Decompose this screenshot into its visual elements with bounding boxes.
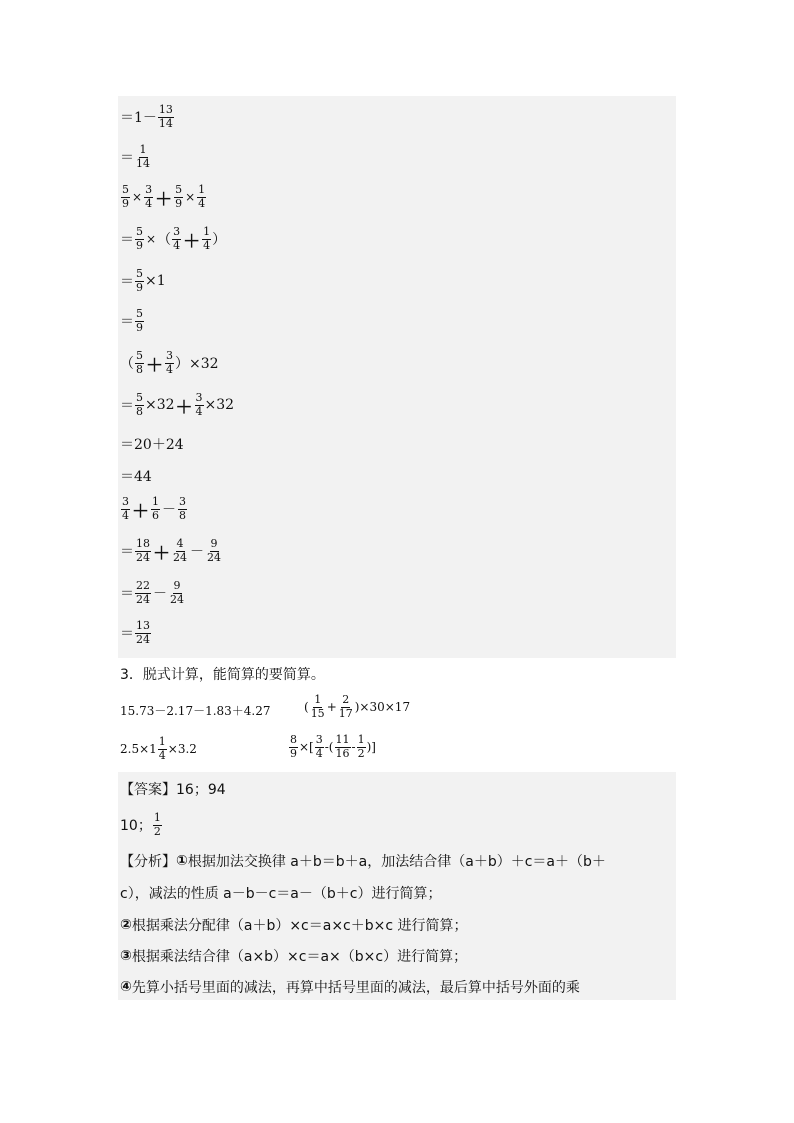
text: )] (366, 740, 376, 755)
denominator: 24 (207, 550, 221, 564)
text: ×32 (204, 397, 235, 414)
text: ×3.2 (167, 742, 197, 757)
plus-sign: ＋ (146, 355, 163, 376)
answer-line1: 【答案】16；94 (120, 782, 226, 798)
plus-sign: ＋ (155, 189, 173, 210)
text: ×[ (299, 740, 314, 755)
calc4-line4 (120, 620, 152, 646)
denominator: 4 (145, 196, 153, 210)
numerator: 5 (136, 391, 143, 404)
numerator: 1 (198, 183, 206, 196)
numerator: 11 (335, 733, 350, 746)
fraction (174, 184, 183, 210)
analysis-label: 【分析】 (120, 854, 176, 870)
calc3-line4 (120, 466, 152, 486)
denominator: 24 (173, 550, 187, 564)
fraction (172, 538, 188, 564)
numerator: 3 (145, 183, 153, 196)
numerator: 5 (136, 307, 143, 320)
denominator: 4 (173, 238, 181, 252)
calc2-line1 (120, 184, 207, 210)
numerator: 1 (314, 693, 322, 706)
analysis-line1 (120, 851, 606, 871)
fraction (197, 184, 206, 210)
text: ＝ (120, 150, 134, 167)
analysis-line3 (120, 915, 468, 935)
text: ＝ (120, 314, 134, 331)
calc2-line4 (120, 308, 145, 334)
times-sign: × (185, 190, 196, 205)
numerator: 9 (173, 579, 181, 592)
denominator: 24 (136, 632, 150, 646)
fraction (121, 184, 130, 210)
fraction (289, 734, 298, 760)
fraction (135, 268, 144, 294)
text: ×1 (145, 273, 166, 290)
numerator: 3 (122, 495, 129, 508)
numerator: 8 (290, 733, 297, 746)
fraction (158, 736, 167, 762)
fraction (315, 734, 324, 760)
denominator: 4 (195, 404, 203, 418)
text: ×32 (145, 397, 175, 414)
calc2-line3 (120, 268, 166, 294)
denominator: 4 (315, 746, 323, 760)
denominator: 15 (310, 706, 325, 720)
answer-line2 (120, 812, 163, 838)
numerator: 3 (179, 495, 186, 508)
fraction (338, 694, 354, 720)
fraction (135, 392, 144, 418)
fraction (158, 104, 174, 130)
denominator: 6 (152, 508, 159, 522)
fraction (172, 226, 181, 252)
denominator: 4 (122, 508, 129, 522)
denominator: 9 (136, 280, 143, 294)
denominator: 17 (338, 706, 353, 720)
fraction (195, 392, 204, 418)
text: 10； (120, 818, 152, 835)
numerator: 22 (136, 579, 150, 592)
step-marker: ② (120, 917, 132, 933)
text: 根据乘法结合律（a×b）×c＝a×（b×c）进行简算； (131, 949, 468, 965)
fraction (135, 144, 151, 170)
step-marker: ③ (120, 948, 132, 964)
numerator: 5 (136, 225, 143, 238)
denominator: 9 (175, 196, 183, 210)
step-marker: ① (176, 853, 188, 869)
question-4 (288, 734, 376, 760)
paren: （ (157, 232, 172, 249)
numerator: 13 (158, 103, 173, 116)
analysis-line4 (120, 946, 467, 966)
denominator: 9 (122, 196, 129, 210)
fraction (121, 496, 130, 522)
calc1-line2 (120, 144, 152, 170)
calc1-line1 (120, 104, 175, 130)
fraction (169, 580, 185, 606)
denominator: 14 (136, 156, 150, 170)
fraction (153, 812, 162, 838)
paren: ） (212, 232, 227, 249)
text: ＝20＋24 (120, 437, 184, 453)
plus-sign: ＋ (132, 501, 149, 522)
denominator: 24 (136, 592, 150, 606)
plus-sign: ＋ (175, 397, 193, 418)
numerator: 3 (195, 391, 203, 404)
text: + (326, 700, 337, 715)
numerator: 1 (203, 225, 211, 238)
denominator: 8 (136, 362, 143, 376)
times-sign: × (146, 232, 157, 247)
numerator: 5 (175, 183, 183, 196)
fraction (135, 538, 151, 564)
denominator: 24 (170, 592, 184, 606)
fraction (310, 694, 326, 720)
text: 先算小括号里面的减法，再算中括号里面的减法，最后算中括号外面的乘 (131, 980, 580, 996)
text: ( (304, 700, 309, 715)
numerator: 1 (139, 143, 147, 156)
denominator: 4 (158, 748, 166, 762)
solution-shade-top (118, 96, 676, 658)
fraction (206, 538, 222, 564)
fraction (135, 350, 144, 376)
numerator: 1 (152, 495, 159, 508)
fraction (178, 496, 187, 522)
calc3-line1 (120, 350, 219, 376)
numerator: 1 (357, 733, 365, 746)
numerator: 5 (122, 183, 129, 196)
denominator: 2 (153, 824, 161, 838)
fraction (135, 580, 151, 606)
fraction (135, 226, 144, 252)
question-2 (304, 694, 410, 720)
numerator: 4 (176, 537, 184, 550)
calc3-line2 (120, 392, 234, 418)
text: ＝ (120, 544, 134, 561)
calc4-line2 (120, 538, 223, 564)
fraction (165, 350, 174, 376)
minus-sign: － (190, 544, 204, 561)
text: ＝ (120, 398, 134, 415)
fraction (151, 496, 160, 522)
text: 根据乘法分配律（a＋b）×c＝a×c＋b×c 进行简算； (131, 918, 468, 934)
denominator: 9 (136, 320, 143, 334)
calc3-line3 (120, 434, 184, 454)
denominator: 4 (166, 362, 173, 376)
question-1: 15.73－2.17－1.83＋4.27 (120, 704, 271, 718)
text: ）×32 (175, 356, 219, 373)
analysis-line5 (120, 977, 580, 997)
numerator: 13 (136, 619, 150, 632)
text: -( (324, 740, 334, 755)
denominator: 8 (136, 404, 143, 418)
text: ＝1－ (120, 110, 157, 127)
numerator: 18 (136, 537, 150, 550)
numerator: 1 (158, 735, 166, 748)
paren: （ (120, 356, 134, 373)
plus-sign: ＋ (183, 231, 201, 252)
calc2-line2 (120, 226, 226, 252)
denominator: 9 (290, 746, 297, 760)
text: 2.5×1 (120, 742, 157, 757)
denominator: 4 (203, 238, 211, 252)
text: - (351, 740, 356, 755)
numerator: 3 (173, 225, 181, 238)
question-title: 3．脱式计算，能简算的要简算。 (120, 667, 325, 683)
denominator: 8 (179, 508, 186, 522)
denominator: 2 (357, 746, 365, 760)
analysis-line2: c），减法的性质 a－b－c＝a－（b＋c）进行简算； (120, 886, 442, 902)
times-sign: × (132, 190, 143, 205)
minus-sign: － (162, 502, 176, 519)
text: )×30×17 (354, 700, 411, 715)
denominator: 9 (136, 238, 143, 252)
text: ＝ (120, 274, 134, 291)
numerator: 3 (166, 349, 173, 362)
minus-sign: － (153, 586, 167, 603)
text: ＝ (120, 626, 134, 643)
numerator: 2 (342, 693, 350, 706)
step-marker: ④ (120, 979, 132, 995)
denominator: 4 (198, 196, 206, 210)
fraction (202, 226, 211, 252)
text: ＝44 (120, 469, 152, 485)
calc4-line1 (120, 496, 188, 522)
denominator: 16 (335, 746, 350, 760)
numerator: 5 (136, 349, 143, 362)
question-3 (120, 736, 197, 762)
text: ＝ (120, 586, 134, 603)
numerator: 1 (153, 811, 161, 824)
plus-sign: ＋ (153, 543, 170, 564)
text: ＝ (120, 232, 134, 249)
calc4-line3 (120, 580, 186, 606)
fraction (335, 734, 351, 760)
text: 根据加法交换律 a＋b＝b＋a，加法结合律（a＋b）＋c＝a＋（b＋ (187, 854, 606, 870)
denominator: 14 (158, 116, 173, 130)
numerator: 3 (315, 733, 323, 746)
numerator: 5 (136, 267, 143, 280)
fraction (357, 734, 366, 760)
fraction (135, 308, 144, 334)
fraction (135, 620, 151, 646)
fraction (144, 184, 153, 210)
denominator: 24 (136, 550, 150, 564)
numerator: 9 (210, 537, 218, 550)
